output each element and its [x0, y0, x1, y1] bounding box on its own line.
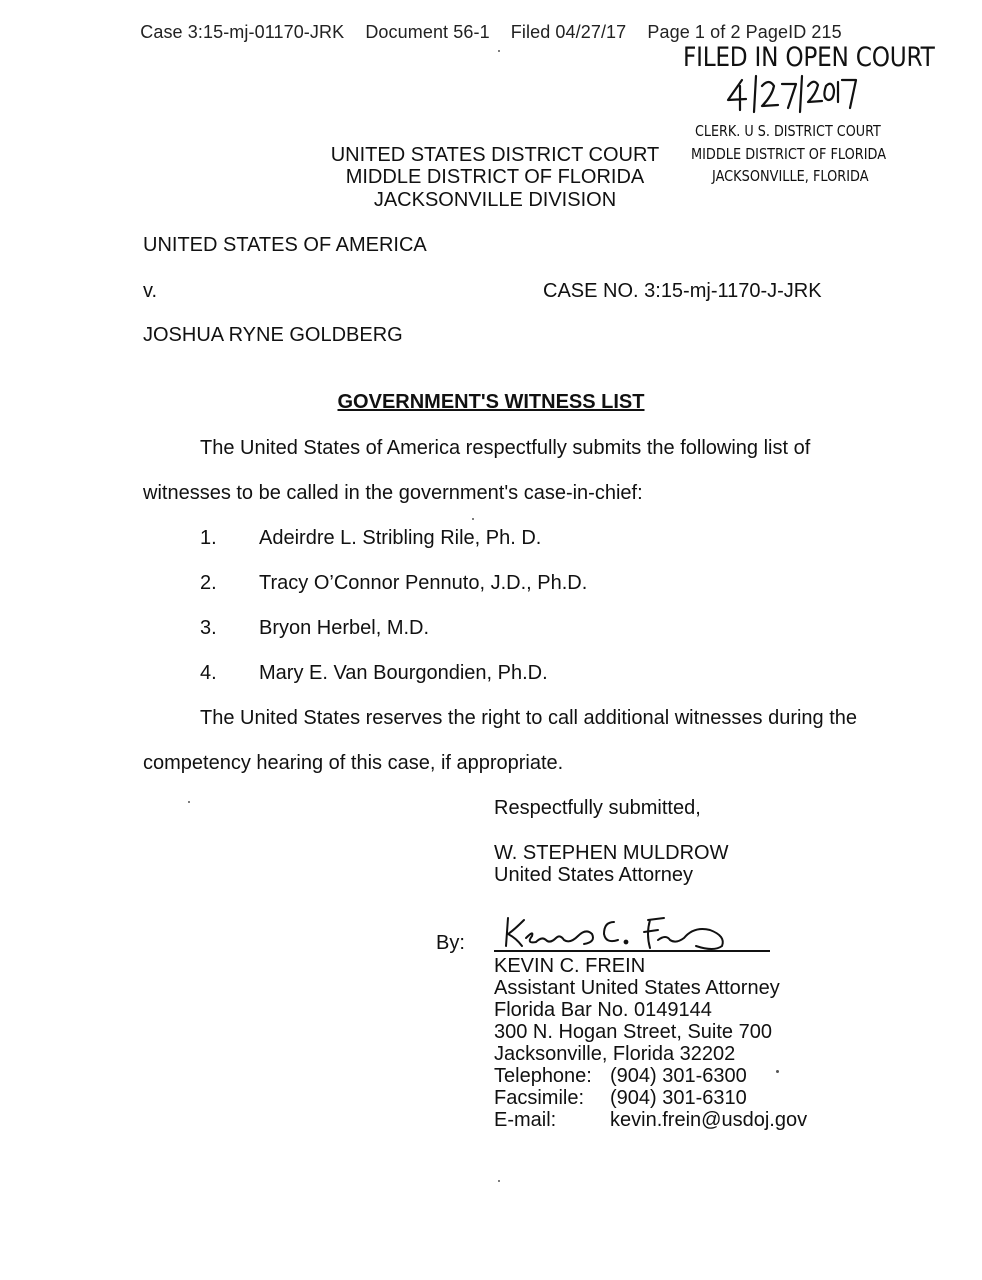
attorney-title: United States Attorney [494, 864, 694, 886]
reserve-line-1: The United States reserves the right to call additional witnesses during the [200, 707, 858, 729]
ecf-header [0, 22, 982, 43]
by-label: By: [436, 932, 465, 954]
email-value[interactable]: kevin.frein@usdoj.gov [610, 1109, 808, 1131]
court-division: JACKSONVILLE DIVISION [373, 189, 617, 211]
signer-name: KEVIN C. FREIN [494, 955, 646, 977]
stamp-clerk: CLERK. U S. DISTRICT COURT [695, 122, 881, 140]
telephone-value: (904) 301-6300 [610, 1065, 747, 1087]
scan-speck [498, 50, 500, 52]
header-case: Case 3:15-mj-01170-JRK [140, 22, 345, 42]
stamp-city: JACKSONVILLE, FLORIDA [712, 167, 869, 185]
header-document: Document 56-1 [365, 22, 490, 42]
stamp-filed-in-open-court: FILED IN OPEN COURT [683, 42, 935, 73]
attorney-name: W. STEPHEN MULDROW [494, 842, 729, 864]
caption-defendant: JOSHUA RYNE GOLDBERG [143, 324, 403, 346]
caption-versus: v. [143, 280, 158, 302]
witness-name: Mary E. Van Bourgondien, Ph.D. [259, 662, 548, 684]
signer-address-line-1: 300 N. Hogan Street, Suite 700 [494, 1021, 772, 1043]
scan-speck [472, 518, 474, 520]
email-label: E-mail: [494, 1109, 557, 1131]
witness-number: 3. [200, 617, 217, 639]
signer-address-line-2: Jacksonville, Florida 32202 [494, 1043, 736, 1065]
signer-title: Assistant United States Attorney [494, 977, 780, 999]
telephone-label: Telephone: [494, 1065, 592, 1087]
witness-name: Bryon Herbel, M.D. [259, 617, 430, 639]
document-title: GOVERNMENT'S WITNESS LIST [337, 391, 645, 413]
court-district: MIDDLE DISTRICT OF FLORIDA [345, 166, 645, 188]
signer-bar-number: Florida Bar No. 0149144 [494, 999, 712, 1021]
facsimile-label: Facsimile: [494, 1087, 585, 1109]
witness-name: Tracy O’Connor Pennuto, J.D., Ph.D. [259, 572, 588, 594]
closing: Respectfully submitted, [494, 797, 701, 819]
witness-name: Adeirdre L. Stribling Rile, Ph. D. [259, 527, 542, 549]
facsimile-value: (904) 301-6310 [610, 1087, 747, 1109]
court-name: UNITED STATES DISTRICT COURT [330, 144, 660, 166]
signature-line [494, 950, 770, 952]
caption-plaintiff: UNITED STATES OF AMERICA [143, 234, 427, 256]
caption-case-number: CASE NO. 3:15-mj-1170-J-JRK [543, 280, 822, 302]
intro-line-1: The United States of America respectfully submits the following list of [200, 437, 811, 459]
scan-speck [776, 1070, 779, 1073]
header-page: Page 1 of 2 PageID 215 [647, 22, 842, 42]
handwritten-signature [500, 912, 740, 954]
witness-number: 4. [200, 662, 217, 684]
stamp-district: MIDDLE DISTRICT OF FLORIDA [691, 145, 887, 163]
witness-number: 1. [200, 527, 217, 549]
reserve-line-2: competency hearing of this case, if appropriate. [143, 752, 564, 774]
scan-speck [188, 801, 190, 803]
header-filed: Filed 04/27/17 [510, 22, 627, 42]
witness-number: 2. [200, 572, 217, 594]
intro-line-2: witnesses to be called in the government's case-in-chief: [143, 482, 643, 504]
stamp-handwritten-date [722, 72, 862, 116]
scan-speck [498, 1180, 500, 1182]
